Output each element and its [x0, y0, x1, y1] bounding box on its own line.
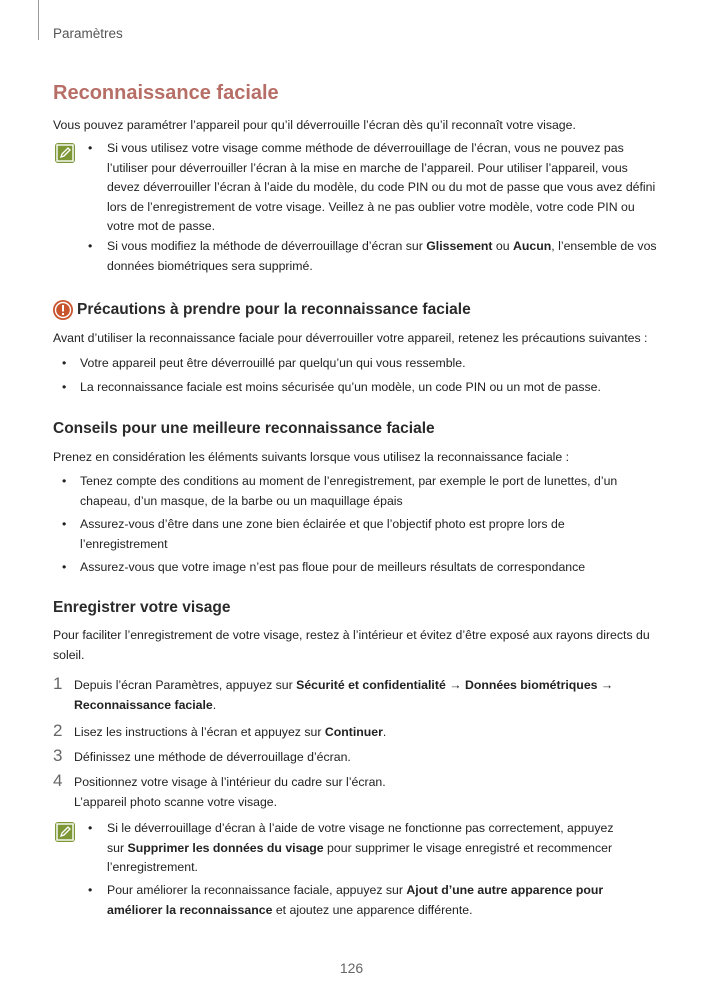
precautions-item: •	[62, 356, 67, 370]
step-1-text: Depuis l’écran Paramètres, appuyez sur Sécurité et confidentialité → Données biométriques → Reconnaissance faciale.	[74, 678, 614, 712]
tips-item: •	[62, 560, 67, 574]
tips-item-text: Assurez-vous d’être dans une zone bien éclairée et que l’objectif photo est propre lors de l’enregistrement	[80, 517, 565, 551]
note-pencil-icon	[55, 143, 75, 163]
register-intro: Pour faciliter l’enregistrement de votre visage, restez à l’intérieur et évitez d’être exposé aux rayons directs du soleil.	[53, 628, 650, 662]
step-number: 1	[53, 674, 63, 693]
tips-intro: Prenez en considération les éléments suivants lorsque vous utilisez la reconnaissance faciale :	[53, 450, 570, 464]
note1-item-2-text: Si vous modifiez la méthode de déverrouillage d’écran sur Glissement ou Aucun, l’ensemble de vos données biométriques sera supprimé.	[107, 239, 657, 273]
note1-item-2: •	[88, 239, 93, 253]
intro-text: Vous pouvez paramétrer l’appareil pour qu’il déverrouille l’écran dès qu’il reconnaît votre visage.	[53, 118, 576, 132]
tips-item: •	[62, 517, 67, 531]
precautions-item-text: La reconnaissance faciale est moins sécurisée qu’un modèle, un code PIN ou un mot de passe.	[80, 380, 601, 394]
step-number: 2	[53, 721, 63, 740]
note2-item-1-text: Si le déverrouillage d’écran à l’aide de votre visage ne fonctionne pas correctement, appuyez sur Supprimer les données du visage pour supprimer le visage enregistré et recommencer l’enregistrement.	[107, 821, 614, 875]
precautions-intro: Avant d’utiliser la reconnaissance faciale pour déverrouiller votre appareil, retenez les précautions suivantes :	[53, 331, 648, 345]
step-4-text: Positionnez votre visage à l’intérieur du cadre sur l’écran. L’appareil photo scanne votre visage.	[74, 775, 386, 809]
header-divider	[38, 0, 39, 40]
note1-item-1: •	[88, 141, 93, 155]
register-title: Enregistrer votre visage	[53, 599, 231, 616]
tips-item: •	[62, 474, 67, 488]
note2-item-1: •	[88, 821, 93, 835]
tips-title: Conseils pour une meilleure reconnaissance faciale	[53, 420, 435, 437]
note1-item-1-text: Si vous utilisez votre visage comme méthode de déverrouillage de l’écran, vous ne pouvez pas l’utiliser pour déverrouiller l’écran à la mise en marche de l’appareil. Pour utiliser l’appareil, vous devez déverrouiller l’écran à l’aide du modèle, du code PIN ou du mot de passe que vous avez défini lors de l’enregistrement de votre visage. Veillez à ne pas oublier votre modèle, votre code PIN ou votre mot de passe.	[107, 141, 656, 234]
step-2-text: Lisez les instructions à l’écran et appuyez sur Continuer.	[74, 725, 387, 739]
precautions-title: Précautions à prendre pour la reconnaissance faciale	[77, 301, 471, 318]
page-header: Paramètres	[53, 26, 123, 41]
step-3-text: Définissez une méthode de déverrouillage d’écran.	[74, 750, 351, 764]
tips-item-text: Assurez-vous que votre image n’est pas floue pour de meilleurs résultats de correspondance	[80, 560, 586, 574]
step-number: 4	[53, 771, 63, 790]
section-title: Reconnaissance faciale	[53, 82, 279, 104]
step-number: 3	[53, 746, 63, 765]
note2-item-2: •	[88, 883, 93, 897]
tips-item-text: Tenez compte des conditions au moment de l’enregistrement, par exemple le port de lunettes, d’un chapeau, d’un masque, de la barbe ou un maquillage épais	[80, 474, 618, 508]
warning-icon	[53, 300, 73, 320]
note2-item-2-text: Pour améliorer la reconnaissance faciale, appuyez sur Ajout d’une autre apparence pour améliorer la reconnaissance et ajoutez une apparence différente.	[107, 883, 604, 917]
page-number: 126	[339, 960, 364, 976]
precautions-item-text: Votre appareil peut être déverrouillé par quelqu’un qui vous ressemble.	[80, 356, 466, 370]
note-pencil-icon	[55, 822, 75, 842]
precautions-item: •	[62, 380, 67, 394]
